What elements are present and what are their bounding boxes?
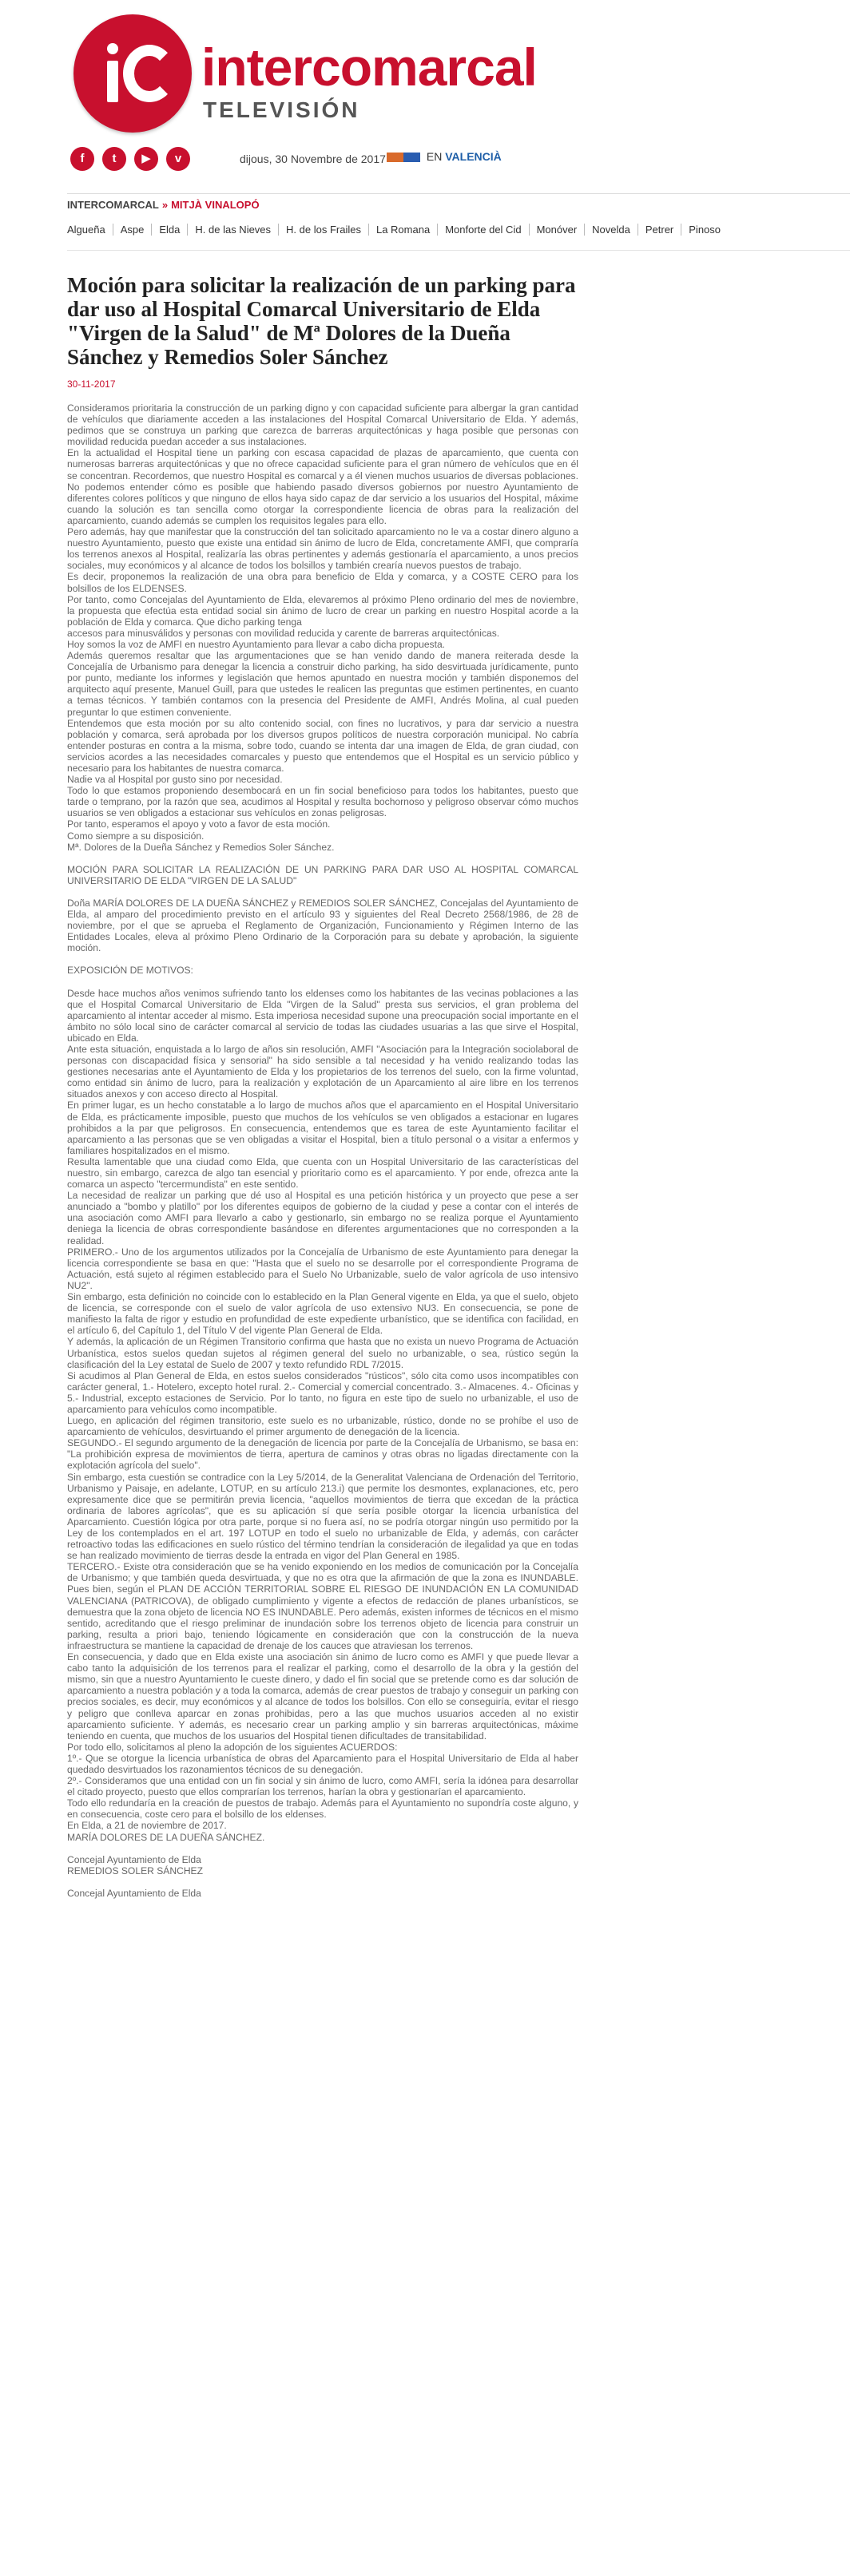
article-paragraph: Concejal Ayuntamiento de Elda (67, 1853, 201, 1865)
towns-nav (67, 216, 850, 251)
article-paragraph: La necesidad de realizar un parking que dé uso al Hospital es una petición histórica y un proyecto que pese a ser anunciado a "bombo y platillo" por los diferentes equipos de gobierno de la ciudad y pese a contar con el interés de una asociación como AMFI para llevarlo a cabo y gestionarlo, sin embargo no se realiza porque el Ayuntamiento deniega la licencia de obras correspondiente basándose en diferentes argumentaciones que no corresponden a la realidad. (67, 1190, 578, 1246)
article-paragraph: TERCERO.- Existe otra consideración que se ha venido exponiendo en los medios de comunicación por la Concejalía de Urbanismo; y que también queda desvirtuada, y que no es otra que la afirmación de que la zona es INUNDABLE. Pues bien, según el PLAN DE ACCIÓN TERRITORIAL SOBRE EL RIESGO DE INUNDACIÓN EN LA COMUNIDAD VALENCIANA (PATRICOVA), de obligado cumplimiento y vigente a efectos de redacción de planes urbanísticos, se demuestra que la zona objeto de licencia NO ES INUNDABLE. Pero además, existen informes de técnicos en el mismo sentido, acreditando que el riesgo preliminar de inundación sobre los terrenos objeto de licencia para construir un parking, resulta a priori bajo, teniendo lógicamente en consideración que con la construcción de la nueva infraestructura se mantiene la capacidad de drenaje de los cauces que atraviesan los terrenos. (67, 1561, 578, 1651)
facebook-icon[interactable]: f (70, 147, 94, 171)
article-date: 30-11-2017 (67, 378, 116, 390)
article-paragraph: No podemos entender cómo es posible que habiendo pasado diversos gobiernos por nuestro Ayuntamiento de diferentes colores políticos y que ninguno de ellos haya sido capaz de dar servicio a los usuarios del Hospital, máxime cuando la solución es tan sencilla como otorgar la correspondiente licencia de obras para la realización del aparcamiento, cuando además se cumplen los requisitos legales para ello. (67, 481, 578, 526)
article-paragraph: Sin embargo, esta cuestión se contradice con la Ley 5/2014, de la Generalitat Valenciana de Ordenación del Territorio, Urbanismo y Paisaje, en adelante, LOTUP, en su artículo 213.i) que permite los desmontes, explanaciones, etc, pero expresamente dice que se permitirán previa licencia, "aquellos movimientos de tierra que excedan de la práctica ordinaria de labores agrícolas", que es su aplicación sí que sería posible otorgar la licencia urbanística del Aparcamiento. Cuestión lógica por otra parte, porque si no fuera así, no se podría otorgar ningún uso permitido por la Ley de los contemplados en el art. 197 LOTUP en todo el suelo no urbanizable de Elda, y además, con carácter retroactivo todas las edificaciones en suelo rústico del término tendrían la consideración de ilegalidad ya que en todas se han realizado movimiento de tierras desde la entrada en vigor del Plan General en 1985. (67, 1471, 578, 1562)
twitter-icon[interactable]: t (102, 147, 126, 171)
vimeo-icon[interactable]: v (166, 147, 190, 171)
town-link[interactable]: Aspe (113, 224, 153, 236)
article-paragraph: PRIMERO.- Uno de los argumentos utilizados por la Concejalía de Urbanismo de este Ayuntamiento para denegar la licencia correspondiente se basa en que: "Hasta que el suelo no se desarrolle por el correspondiente Programa de Actuación, está sujeto al régimen establecido para el Suelo No Urbanizable, suelo de valor agrícola de uso intensivo NU2". (67, 1246, 578, 1291)
article-paragraph: Por todo ello, solicitamos al pleno la adopción de los siguientes ACUERDOS: (67, 1741, 398, 1753)
article-paragraph: Luego, en aplicación del régimen transitorio, este suelo es no urbanizable, rústico, donde no se prohíbe el uso de aparcamiento de vehículos, desvirtuando el primer argumento de denegación de la licencia. (67, 1415, 578, 1438)
article-paragraph: Desde hace muchos años venimos sufriendo tanto los eldenses como los habitantes de las vecinas poblaciones a las que el Hospital Comarcal Universitario de Elda "Virgen de la Salud" presta sus servicios, el gran problema del aparcamiento al intentar acceder al mismo. Esta imperiosa necesidad supone una preocupación social importante en el ámbito no sólo local sino de carácter comarcal al servicio de todas las ciudades usuarias a las que sirve el Hospital, ubicado en Elda. (67, 987, 578, 1044)
lang-region[interactable]: VALENCIÀ (445, 150, 502, 163)
article-paragraph: Y además, la aplicación de un Régimen Transitorio confirma que hasta que no exista un nuevo Programa de Actuación Urbanística, estos suelos quedan sujetos al régimen general del suelo no urbanizable, o sea, rústico según la clasificación del la Ley estatal de Suelo de 2007 y texto refundido RDL 7/2015. (67, 1336, 578, 1370)
article-paragraph: Es decir, proponemos la realización de una obra para beneficio de Elda y comarca, y a COSTE CERO para los bolsillos de los ELDENSES. (67, 571, 578, 594)
article (67, 273, 578, 1899)
breadcrumb (67, 193, 850, 216)
article-paragraph: Hoy somos la voz de AMFI en nuestro Ayuntamiento para llevar a cabo dicha propuesta. (67, 638, 446, 650)
article-paragraph: 1º.- Que se otorgue la licencia urbanística de obras del Aparcamiento para el Hospital Universitario de Elda al haber quedado desvirtuados los razonamientos técnicos de su denegación. (67, 1752, 578, 1775)
town-link[interactable]: Petrer (638, 224, 681, 236)
article-paragraph: En Elda, a 21 de noviembre de 2017. (67, 1820, 227, 1832)
article-paragraph: Mª. Dolores de la Dueña Sánchez y Remedios Soler Sánchez. (67, 841, 335, 853)
town-link[interactable]: Monóver (530, 224, 586, 236)
article-paragraph: accesos para minusválidos y personas con movilidad reducida y carente de barreras arquitectónicas. (67, 627, 500, 639)
town-link[interactable]: H. de los Frailes (279, 224, 369, 236)
article-body (67, 402, 578, 1899)
article-paragraph: Todo ello redundaría en la creación de puestos de trabajo. Además para el Ayuntamiento no supondría coste alguno, y en consecuencia, coste cero para el bolsillo de los eldenses. (67, 1797, 578, 1821)
town-link[interactable]: Elda (152, 224, 188, 236)
article-paragraph: Doña MARÍA DOLORES DE LA DUEÑA SÁNCHEZ y REMEDIOS SOLER SÁNCHEZ, Concejalas del Ayuntamiento de Elda, al amparo del procedimiento previsto en el artículo 93 y siguientes del Real Decreto 2568/1986, de 28 de noviembre, por el que se aprueba el Reglamento de Organización, Funcionamiento y Régimen Interno de las Entidades Locales, eleva al próximo Pleno Ordinario de la Corporación para su debate y aprobación, la siguiente moción. (67, 897, 578, 954)
town-link[interactable]: H. de las Nieves (188, 224, 279, 236)
article-paragraph: En primer lugar, es un hecho constatable a lo largo de muchos años que el aparcamiento en el Hospital Universitario de Elda, es prácticamente imposible, puesto que muchos de los vehículos se ven obligados a estacionar en lugares prohibidos a la par que peligrosos. En consecuencia, entendemos que es tarea de este Ayuntamiento facilitar el aparcamiento a las personas que se ven obligadas a visitar el Hospital, bien a título personal o a visitar a enfermos y familiares hospitalizados en el mismo. (67, 1100, 578, 1156)
flag-icon (387, 153, 420, 162)
town-link[interactable]: La Romana (369, 224, 438, 236)
article-paragraph: Si acudimos al Plan General de Elda, en estos suelos considerados "rústicos", sólo cita como usos incompatibles con carácter general, 1.- Hotelero, excepto hotel rural. 2.- Comercial y comercial concentrado. 3.- Almacenes. 4.- Oficinas y 5.- Industrial, excepto estaciones de Servicio. Por lo tanto, no figura en este tipo de suelo no urbanizable, el uso de aparcamiento para vehículos como incompatible. (67, 1369, 578, 1415)
article-paragraph: Concejal Ayuntamiento de Elda (67, 1887, 201, 1899)
town-link[interactable]: Pinoso (689, 224, 721, 236)
breadcrumb-root[interactable]: INTERCOMARCAL (67, 199, 159, 211)
article-paragraph: En la actualidad el Hospital tiene un parking con escasa capacidad de plazas de aparcamiento, que cuenta con numerosas barreras arquitectónicas y que no ofrece capacidad suficiente para el gran número de vehículos que en él se concentran. Recordemos, que nuestro Hospital es comarcal y a él vienen muchos usuarios de diversas poblaciones. (67, 447, 578, 482)
article-paragraph: EXPOSICIÓN DE MOTIVOS: (67, 965, 193, 977)
article-paragraph: Todo lo que estamos proponiendo desembocará en un fin social beneficioso para todos los habitantes, puesto que tarde o temprano, por la razón que sea, acudimos al Hospital y resulta bochornoso y peligroso observar cómo muchos usuarios se ven obligados a estacionar sus vehículos en zonas peligrosas. (67, 785, 578, 819)
town-link[interactable]: Algueña (67, 224, 113, 236)
brand-name: intercomarcal (201, 38, 537, 97)
article-paragraph: Ante esta situación, enquistada a lo largo de años sin resolución, AMFI "Asociación para la Integración sociolaboral de personas con discapacidad física y sensorial" ha sido sensible a tal necesidad y ha venido realizando todas las gestiones necesarias ante el Ayuntamiento de Elda y los propietarios de los terrenos del suelo, con la firme voluntad, como entidad sin ánimo de lucro, para la realización y explotación de un Aparcamiento al aire libre en los terrenos situados anexos y con acceso directo al Hospital. (67, 1043, 578, 1100)
article-paragraph: Por tanto, esperamos el apoyo y voto a favor de esta moción. (67, 818, 331, 830)
article-paragraph: Pero además, hay que manifestar que la construcción del tan solicitado aparcamiento no le va a costar dinero alguno a nuestro Ayuntamiento, puesto que existe una entidad sin ánimo de lucro de Elda, concretamente AMFI, que compraría los terrenos anexos al Hospital, realizaría las obras pertinentes y además gestionaría el aparcamiento, a unos precios sociales, muy económicos y al alcance de todos los bolsillos y también crearía nuevos puestos de trabajo. (67, 526, 578, 572)
article-paragraph: Por tanto, como Concejalas del Ayuntamiento de Elda, elevaremos al próximo Pleno ordinario del mes de noviembre, la propuesta que efectúa esta entidad social sin ánimo de lucro de crear un parking en nuestro Hospital acorde a la población de Elda y comarca. Que dicho parking tenga (67, 593, 578, 628)
article-paragraph: MOCIÓN PARA SOLICITAR LA REALIZACIÓN DE UN PARKING PARA DAR USO AL HOSPITAL COMARCAL UNIVERSITARIO DE ELDA "VIRGEN DE LA SALUD" (67, 863, 578, 886)
article-paragraph: Además queremos resaltar que las argumentaciones que se han venido dando de manera reiterada desde la Concejalía de Urbanismo para denegar la licencia a construir dicho parking, ha sido desvirtuada jurídicamente, punto por punto, mediante los informes y legislación que hemos apuntado en nuestra moción y también disponemos del arquitecto aquí presente, Manuel Guill, para que ustedes le realicen las preguntas que estimen pertinentes, en cuanto a temas técnicos. Y también contamos con la presencia del Presidente de AMFI, Andrés Molina, al cual pueden preguntar lo que estimen conveniente. (67, 650, 578, 718)
article-paragraph: Resulta lamentable que una ciudad como Elda, que cuenta con un Hospital Universitario de las características del nuestro, sin embargo, carezca de algo tan esencial y prioritario como es el aparcamiento. Y por ende, ofrezca ante la comarca un aspecto "tercermundista" en este sentido. (67, 1155, 578, 1191)
breadcrumb-current[interactable]: MITJÀ VINALOPÓ (171, 199, 260, 211)
article-paragraph: 2º.- Consideramos que una entidad con un fin social y sin ánimo de lucro, como AMFI, sería la idónea para desarrollar el citado proyecto, puesto que ellos comprarían los terrenos, harían la obra y gestionarían el aparcamiento. (67, 1775, 578, 1798)
logo-mark-icon (73, 14, 192, 133)
article-title: Moción para solicitar la realización de un parking para dar uso al Hospital Comarcal Universitario de Elda "Virgen de la Salud" de Mª Dolores de la Dueña Sánchez y Remedios Soler Sánchez (67, 273, 576, 369)
town-link[interactable]: Novelda (585, 224, 638, 236)
article-paragraph: SEGUNDO.- El segundo argumento de la denegación de licencia por parte de la Concejalía de Urbanismo, se basa en: "La prohibición expresa de movimientos de tierra, apertura de caminos y otras obras no ligadas directamente con la explotación agrícola del suelo". (67, 1437, 578, 1472)
article-paragraph: MARÍA DOLORES DE LA DUEÑA SÁNCHEZ. (67, 1831, 265, 1843)
current-date: dijous, 30 Novembre de 2017 (240, 153, 386, 165)
article-paragraph: En consecuencia, y dado que en Elda existe una asociación sin ánimo de lucro como es AMFI y que puede llevar a cabo tanto la adquisición de los terrenos para el realizar el parking, como el desarrollo de la obra y la gestión del mismo, sin que a nuestro Ayuntamiento le cueste dinero, y dado el fin social que se pretende como es dar solución de aparcamiento a nuestra población y a toda la comarca, además de crear puestos de trabajo y conseguir un parking con precios sociales, es decir, muy económicos y al alcance de todos los bolsillos. Con ello se conseguiría, evitar el riesgo y peligro que conlleva aparcar en zonas prohibidas, pero a las que muchos usuarios acceden al no existir aparcamiento suficiente. Y además, es necesario crear un parking amplio y sin barreras arquitectónicas, máxime teniendo en cuenta, que muchos de los usuarios del Hospital tienen dificultades de transitabilidad. (67, 1651, 578, 1742)
article-paragraph: Consideramos prioritaria la construcción de un parking digno y con capacidad suficiente para albergar la gran cantidad de vehículos que diariamente acceden a las instalaciones del Hospital Comarcal Universitario de Elda. Y además, pedimos que se construya un parking que carezca de barreras arquitectónicas y haga posible que personas con movilidad reducida puedan acceder a sus instalaciones. (67, 402, 578, 448)
lang-label: EN (426, 150, 443, 163)
article-paragraph: Entendemos que esta moción por su alto contenido social, con fines no lucrativos, y para dar servicio a nuestra población y comarca, será aprobada por los diversos grupos políticos de nuestra corporación municipal. No cabría entender posturas en contra a la misma, sobre todo, cuando se intenta dar una imagen de Elda, de gran ciudad, con servicios acordes a las necesidades comarcales y puesto que entendemos que el Hospital es un servicio público y necesario para los habitantes de nuestra comarca. (67, 717, 578, 774)
article-paragraph: Nadie va al Hospital por gusto sino por necesidad. (67, 774, 283, 786)
brand-subtitle: TELEVISIÓN (203, 97, 360, 122)
site-header (67, 0, 850, 134)
article-paragraph: REMEDIOS SOLER SÁNCHEZ (67, 1865, 204, 1877)
page (67, 0, 850, 1899)
article-paragraph: Como siempre a su disposición. (67, 830, 205, 842)
social-bar (67, 134, 850, 179)
youtube-icon[interactable]: ▶ (134, 147, 158, 171)
town-link[interactable]: Monforte del Cid (438, 224, 529, 236)
language-switch[interactable] (387, 150, 502, 163)
breadcrumb-separator: » (161, 199, 169, 211)
article-paragraph: Sin embargo, esta definición no coincide con lo establecido en la Plan General vigente en Elda, ya que el suelo, objeto de licencia, se corresponde con el suelo de valor agrícola de uso extensivo NU3. En consecuencia, se pone de manifiesto la falta de rigor y estudio en profundidad de este expediente urbanístico, que se identifica con facilidad, en el artículo 6, del Capítulo 1, del Título V del vigente Plan General de Elda. (67, 1291, 578, 1337)
site-logo[interactable] (73, 14, 537, 122)
